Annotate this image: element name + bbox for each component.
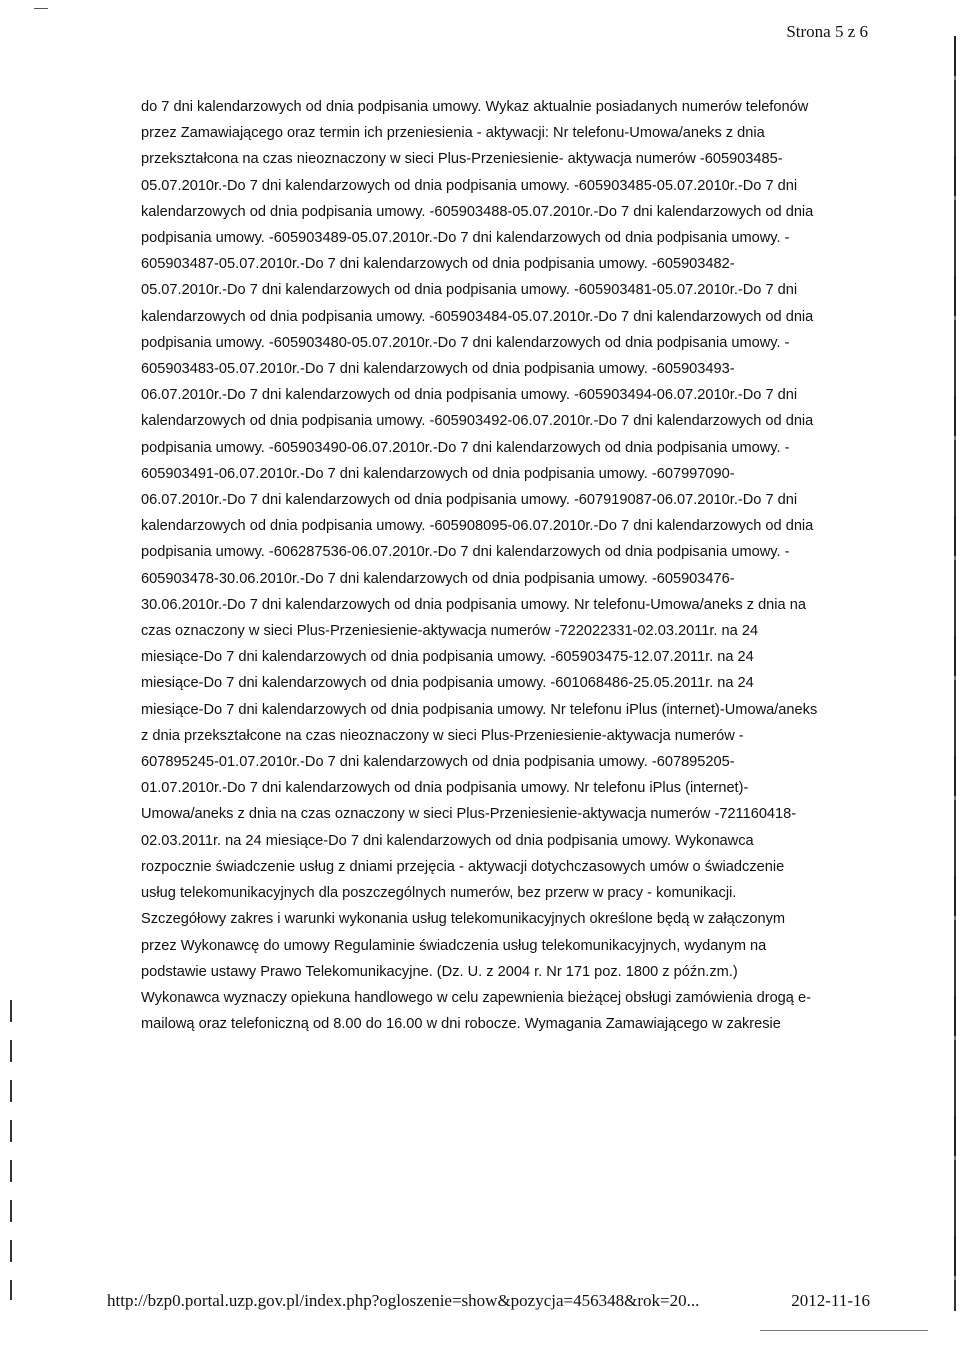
page-counter: Strona 5 z 6 — [786, 22, 868, 41]
body-text-line: 05.07.2010r.-Do 7 dni kalendarzowych od dnia podpisania umowy. -605903485-05.07.2010r.-Do 7 dni — [141, 177, 798, 194]
body-text-line: 06.07.2010r.-Do 7 dni kalendarzowych od dnia podpisania umowy. -607919087-06.07.2010r.-Do 7 dni — [141, 492, 798, 509]
footer-rule — [760, 1330, 928, 1331]
body-text-line: podpisania umowy. -605903490-06.07.2010r.-Do 7 dni kalendarzowych od dnia podpisania umowy. - — [141, 439, 790, 456]
scan-edge-line — [954, 36, 956, 1311]
body-text-line: usług telekomunikacyjnych dla poszczególnych numerów, bez przerw w pracy - komunikacji. — [141, 885, 737, 902]
body-text-line: przez Zamawiającego oraz termin ich przeniesienia - aktywacji: Nr telefonu-Umowa/aneks z dnia — [141, 125, 765, 142]
body-text-line: mailową oraz telefoniczną od 8.00 do 16.00 w dni robocze. Wymagania Zamawiającego w zakresie — [141, 1016, 781, 1033]
body-text-line: podpisania umowy. -606287536-06.07.2010r.-Do 7 dni kalendarzowych od dnia podpisania umowy. - — [141, 544, 790, 561]
body-text-line: 605903491-06.07.2010r.-Do 7 dni kalendarzowych od dnia podpisania umowy. -607997090- — [141, 465, 735, 482]
body-text-line: 607895245-01.07.2010r.-Do 7 dni kalendarzowych od dnia podpisania umowy. -607895205- — [141, 754, 735, 771]
body-text-line: do 7 dni kalendarzowych od dnia podpisania umowy. Wykaz aktualnie posiadanych numerów telefonów — [141, 99, 809, 115]
footer-url: http://bzp0.portal.uzp.gov.pl/index.php?ogloszenie=show&pozycja=456348&rok=20... — [107, 1291, 700, 1310]
body-text-line: 605903487-05.07.2010r.-Do 7 dni kalendarzowych od dnia podpisania umowy. -605903482- — [141, 256, 735, 273]
body-text-line: kalendarzowych od dnia podpisania umowy. -605908095-06.07.2010r.-Do 7 dni kalendarzowych od dnia — [141, 518, 814, 535]
body-text-line: miesiące-Do 7 dni kalendarzowych od dnia podpisania umowy. Nr telefonu iPlus (internet)-Umowa/aneks — [141, 701, 818, 718]
body-text-line: kalendarzowych od dnia podpisania umowy. -605903492-06.07.2010r.-Do 7 dni kalendarzowych od dnia — [141, 413, 814, 430]
body-text-line: 01.07.2010r.-Do 7 dni kalendarzowych od dnia podpisania umowy. Nr telefonu iPlus (internet)- — [141, 780, 749, 797]
body-text-line: przez Wykonawcę do umowy Regulaminie świadczenia usług telekomunikacyjnych, wydanym na — [141, 937, 767, 954]
body-text-line: z dnia przekształcone na czas nieoznaczony w sieci Plus-Przeniesienie-aktywacja numerów - — [141, 727, 744, 744]
body-text-line: czas oznaczony w sieci Plus-Przeniesienie-aktywacja numerów -722022331-02.03.2011r. na 24 — [141, 623, 759, 640]
body-text-line: podstawie ustawy Prawo Telekomunikacyjne. (Dz. U. z 2004 r. Nr 171 poz. 1800 z późn.zm.) — [141, 963, 738, 980]
body-text-line: Umowa/aneks z dnia na czas oznaczony w sieci Plus-Przeniesienie-aktywacja numerów -721160418- — [141, 806, 797, 823]
body-text-line: podpisania umowy. -605903489-05.07.2010r.-Do 7 dni kalendarzowych od dnia podpisania umowy. - — [141, 230, 790, 247]
body-text-line: 06.07.2010r.-Do 7 dni kalendarzowych od dnia podpisania umowy. -605903494-06.07.2010r.-Do 7 dni — [141, 387, 798, 404]
body-text-line: Wykonawca wyznaczy opiekuna handlowego w celu zapewnienia bieżącej obsługi zamówienia drogą e- — [141, 989, 811, 1006]
document-body — [141, 94, 873, 1037]
body-text-line: Szczegółowy zakres i warunki wykonania usług telekomunikacyjnych określone będą w załączonym — [141, 911, 786, 928]
body-text-line: miesiące-Do 7 dni kalendarzowych od dnia podpisania umowy. -601068486-25.05.2011r. na 24 — [141, 675, 754, 692]
scan-left-margin-marks — [10, 1000, 12, 1300]
body-text-line: kalendarzowych od dnia podpisania umowy. -605903484-05.07.2010r.-Do 7 dni kalendarzowych od dnia — [141, 308, 814, 325]
body-text-line: podpisania umowy. -605903480-05.07.2010r.-Do 7 dni kalendarzowych od dnia podpisania umowy. - — [141, 334, 790, 351]
body-text-line: 605903483-05.07.2010r.-Do 7 dni kalendarzowych od dnia podpisania umowy. -605903493- — [141, 361, 735, 378]
body-text-line: kalendarzowych od dnia podpisania umowy. -605903488-05.07.2010r.-Do 7 dni kalendarzowych od dnia — [141, 203, 814, 220]
body-text-line: 30.06.2010r.-Do 7 dni kalendarzowych od dnia podpisania umowy. Nr telefonu-Umowa/aneks z dnia na — [141, 596, 806, 613]
footer-date: 2012-11-16 — [791, 1291, 870, 1310]
body-text-line: miesiące-Do 7 dni kalendarzowych od dnia podpisania umowy. -605903475-12.07.2011r. na 24 — [141, 649, 754, 666]
body-text-line: rozpocznie świadczenie usług z dniami przejęcia - aktywacji dotychczasowych umów o świadczenie — [141, 858, 785, 875]
body-text-line: 605903478-30.06.2010r.-Do 7 dni kalendarzowych od dnia podpisania umowy. -605903476- — [141, 570, 735, 587]
body-text-line: 02.03.2011r. na 24 miesiące-Do 7 dni kalendarzowych od dnia podpisania umowy. Wykonawca — [141, 832, 754, 849]
body-text-line: 05.07.2010r.-Do 7 dni kalendarzowych od dnia podpisania umowy. -605903481-05.07.2010r.-Do 7 dni — [141, 282, 798, 299]
body-text-line: przekształcona na czas nieoznaczony w sieci Plus-Przeniesienie- aktywacja numerów -605903485- — [141, 151, 783, 168]
scan-corner-mark — [34, 8, 48, 9]
